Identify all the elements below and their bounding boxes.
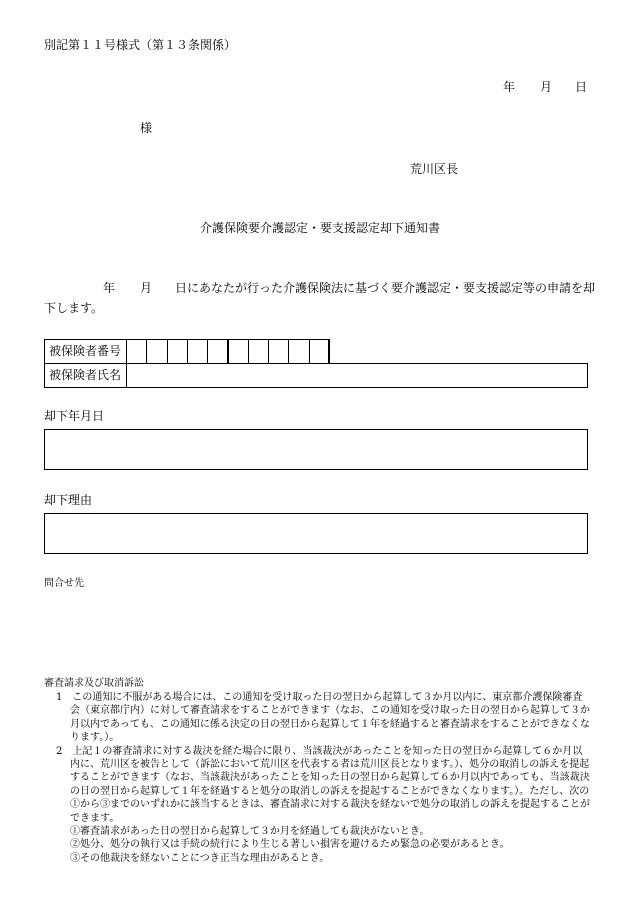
appeal-line: ①から③までのいずれかに該当するときは、審査請求に対する裁決を経ないで処分の取消しの訴えを提起することが bbox=[70, 799, 590, 811]
appeal-line: ります。）。 bbox=[70, 732, 120, 744]
appeal-heading: 審査請求及び取消訴訟 bbox=[44, 678, 144, 689]
appeal-line: することができます（なお、当該裁決があったことを知った日の翌日から起算して６か月以内であっても、当該裁決 bbox=[70, 772, 590, 784]
appeal-notes bbox=[44, 691, 594, 865]
addressee-suffix: 様 bbox=[140, 121, 153, 135]
body-year-label: 年 bbox=[103, 281, 116, 295]
body-line-2: 下します。 bbox=[44, 301, 104, 315]
rejection-date-field[interactable] bbox=[44, 429, 588, 470]
insured-number-digit-box[interactable] bbox=[146, 339, 167, 364]
appeal-line: の日の翌日から起算して１年を経過すると処分の取消しの訴えを提起することができなくなります。）。ただし、次の bbox=[70, 785, 590, 797]
rejection-reason-field[interactable] bbox=[44, 513, 588, 554]
insured-number-digit-box[interactable] bbox=[187, 339, 208, 364]
insured-number-digit-box[interactable] bbox=[288, 339, 309, 364]
appeal-line: ①審査請求があった日の翌日から起算して３か月を経過しても裁決がないとき。 bbox=[70, 826, 430, 838]
insured-name-field[interactable] bbox=[127, 364, 587, 387]
insured-number-digit-box[interactable] bbox=[167, 339, 188, 364]
appeal-line: 月以内であっても、この通知に係る決定の日の翌日から起算して１年を経過すると審査請求をすることができなくな bbox=[70, 718, 590, 730]
body-month-label: 月 bbox=[140, 281, 153, 295]
form-code: 別記第１１号様式（第１３条関係） bbox=[44, 38, 237, 52]
insured-number-digit-box[interactable] bbox=[207, 339, 228, 364]
insured-number-digit-box[interactable] bbox=[126, 339, 147, 364]
issuer-name: 荒川区長 bbox=[410, 162, 459, 176]
insured-number-digit-box[interactable] bbox=[268, 339, 289, 364]
insured-name-label: 被保険者氏名 bbox=[49, 368, 122, 382]
rejection-reason-label: 却下理由 bbox=[44, 493, 93, 507]
document-title: 介護保険要介護認定・要支援認定却下通知書 bbox=[200, 221, 441, 235]
rejection-date-label: 却下年月日 bbox=[44, 409, 105, 423]
appeal-line: できます。 bbox=[70, 812, 120, 824]
appeal-item-2 bbox=[44, 745, 594, 866]
appeal-line: 1 この通知に不服がある場合には、この通知を受け取った日の翌日から起算して３か月以内に、東京都介護保険審査 bbox=[56, 692, 583, 703]
appeal-line: ②処分、処分の執行又は手続の続行により生じる著しい損害を避けるため緊急の必要があるとき。 bbox=[70, 839, 510, 851]
insured-number-digit-box[interactable] bbox=[248, 339, 269, 364]
appeal-line: ③その他裁決を経ないことにつき正当な理由があるとき。 bbox=[70, 852, 330, 864]
date-year-label: 年 bbox=[503, 80, 516, 94]
date-month-label: 月 bbox=[540, 80, 553, 94]
appeal-item-1 bbox=[44, 691, 594, 745]
contact-label: 問合せ先 bbox=[44, 578, 84, 589]
body-line-1: 日にあなたが行った介護保険法に基づく要介護認定・要支援認定等の申請を却 bbox=[175, 281, 596, 295]
appeal-line: 2 上記１の審査請求に対する裁決を経た場合に限り、当該裁決があったことを知った日の翌日から起算して６か月以 bbox=[56, 745, 583, 757]
insured-number-digit-box[interactable] bbox=[228, 339, 249, 364]
date-day-label: 日 bbox=[575, 80, 588, 94]
appeal-line: 内に、荒川区を被告として（訴訟において荒川区を代表する者は荒川区長となります。）、処分の取消しの訴えを提起 bbox=[70, 759, 590, 771]
appeal-line: 会（東京都庁内）に対して審査請求をすることができます（なお、この通知を受け取った日の翌日から起算して３か bbox=[70, 705, 590, 717]
insured-number-label: 被保険者番号 bbox=[49, 344, 122, 358]
insured-number-digit-box[interactable] bbox=[309, 339, 330, 364]
